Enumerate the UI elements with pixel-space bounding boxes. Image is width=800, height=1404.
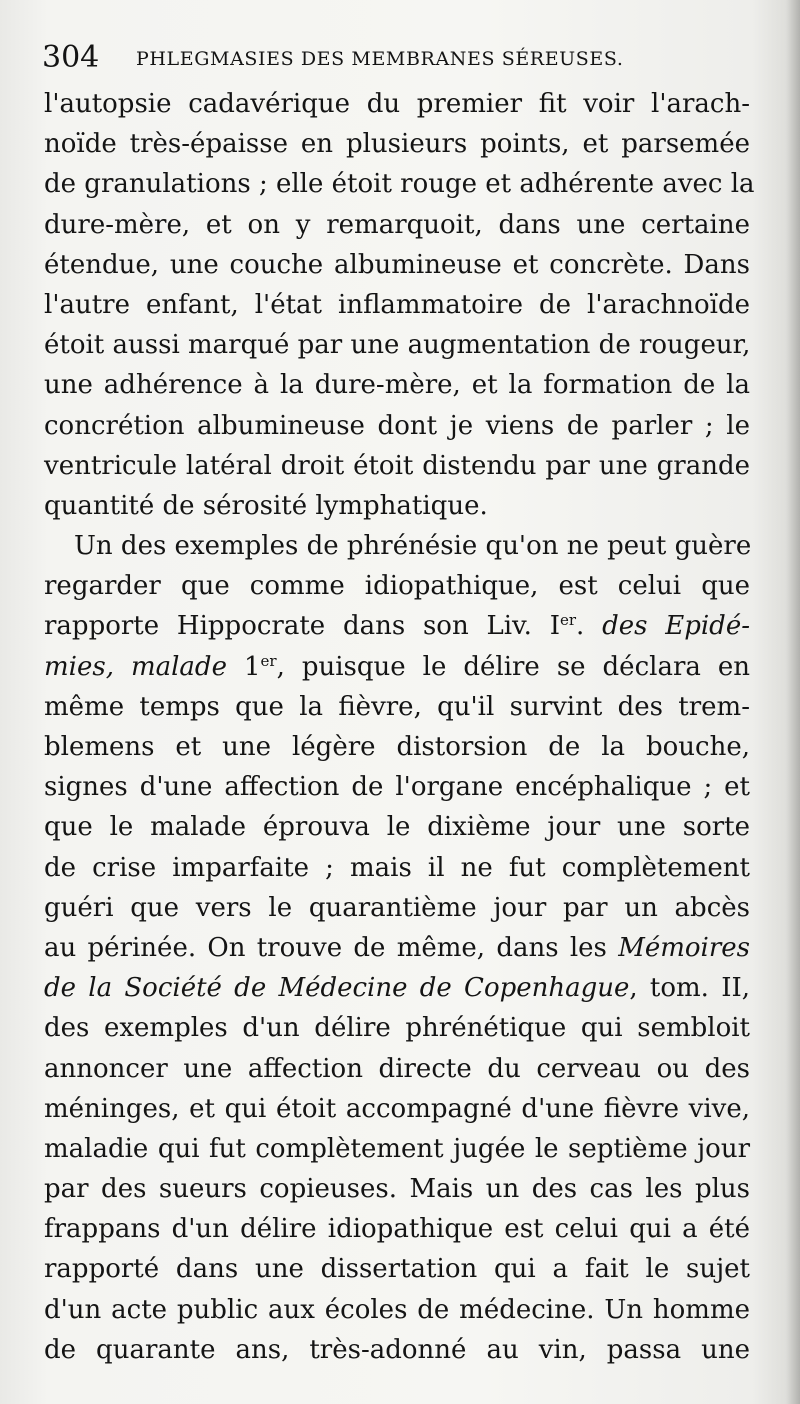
text-run: rapporte Hippocrate dans son Liv. I (44, 611, 560, 642)
text-line: maladie qui fut complètement jugée le septième jour (44, 1133, 750, 1164)
text-line: une adhérence à la dure-mère, et la formation de la (44, 370, 750, 401)
paragraph-start-line: Un des exemples de phrénésie qu'on ne peut guère (74, 531, 752, 562)
page-number: 304 (42, 40, 100, 75)
running-header (42, 40, 672, 76)
text-run: au périnée. On trouve de même, dans les (44, 932, 619, 963)
text-line: de quarante ans, très-adonné au vin, passa une (44, 1334, 750, 1365)
text-line (44, 606, 750, 646)
text-run: 1 (226, 651, 261, 682)
text-line: même temps que la fièvre, qu'il survint des trem- (44, 691, 750, 722)
text-line: l'autre enfant, l'état inflammatoire de l'arachnoïde (44, 289, 750, 320)
text-line: l'autopsie cadavérique du premier fit voir l'arach- (44, 89, 750, 119)
text-line: annoncer une affection directe du cerveau ou des (44, 1053, 750, 1084)
italic-run: Mémoires (618, 932, 750, 963)
italic-run: mies, malade (44, 651, 227, 682)
text-line: rapporté dans une dissertation qui a fait le sujet (44, 1254, 750, 1285)
text-line (44, 928, 750, 968)
page-edge-shadow (786, 0, 800, 1404)
text-line: guéri que vers le quarantième jour par un abcès (44, 892, 750, 923)
text-run: , puisque le délire se déclara en (276, 651, 751, 682)
italic-run: de la Société de Médecine de Copenhague (44, 973, 630, 1004)
text-line: blemens et une légère distorsion de la bouche, (44, 732, 750, 762)
paragraph-end-line: quantité de sérosité lymphatique. (44, 490, 488, 521)
text-run: . (576, 611, 603, 642)
text-line: de crise imparfaite ; mais il ne fut complètement (44, 852, 750, 883)
text-line: dure-mère, et on y remarquoit, dans une certaine (44, 209, 750, 240)
text-line: par des sueurs copieuses. Mais un des cas les plus (44, 1174, 750, 1205)
body-text (44, 84, 755, 1370)
text-run: , tom. II, (629, 973, 751, 1004)
text-line: des exemples d'un délire phrénétique qui sembloit (44, 1013, 750, 1044)
text-line: méninges, et qui étoit accompagné d'une fièvre vive, (44, 1093, 750, 1124)
italic-run: des Epidé- (602, 611, 750, 642)
superscript: er (559, 611, 577, 630)
text-line: regarder que comme idiopathique, est celui que (44, 571, 750, 602)
superscript: er (260, 651, 277, 670)
text-line: frappans d'un délire idiopathique est celui qui a été (44, 1214, 750, 1245)
text-line: concrétion albumineuse dont je viens de parler ; le (44, 410, 750, 441)
text-line: signes d'une affection de l'organe encéphalique ; et (44, 772, 750, 803)
text-line: noïde très-épaisse en plusieurs points, et parsemée (44, 129, 750, 160)
text-line: que le malade éprouva le dixième jour une sorte (44, 812, 750, 843)
text-line: étendue, une couche albumineuse et concrète. Dans (44, 249, 750, 280)
running-title: PHLEGMASIES DES MEMBRANES SÉREUSES. (136, 48, 624, 70)
text-line (44, 647, 750, 687)
text-line: d'un acte public aux écoles de médecine. Un homme (44, 1294, 750, 1325)
text-line (44, 968, 750, 1008)
text-line: de granulations ; elle étoit rouge et adhérente avec la (44, 169, 755, 200)
text-line: étoit aussi marqué par une augmentation de rougeur, (44, 330, 751, 361)
text-line: ventricule latéral droit étoit distendu par une grande (44, 450, 750, 481)
